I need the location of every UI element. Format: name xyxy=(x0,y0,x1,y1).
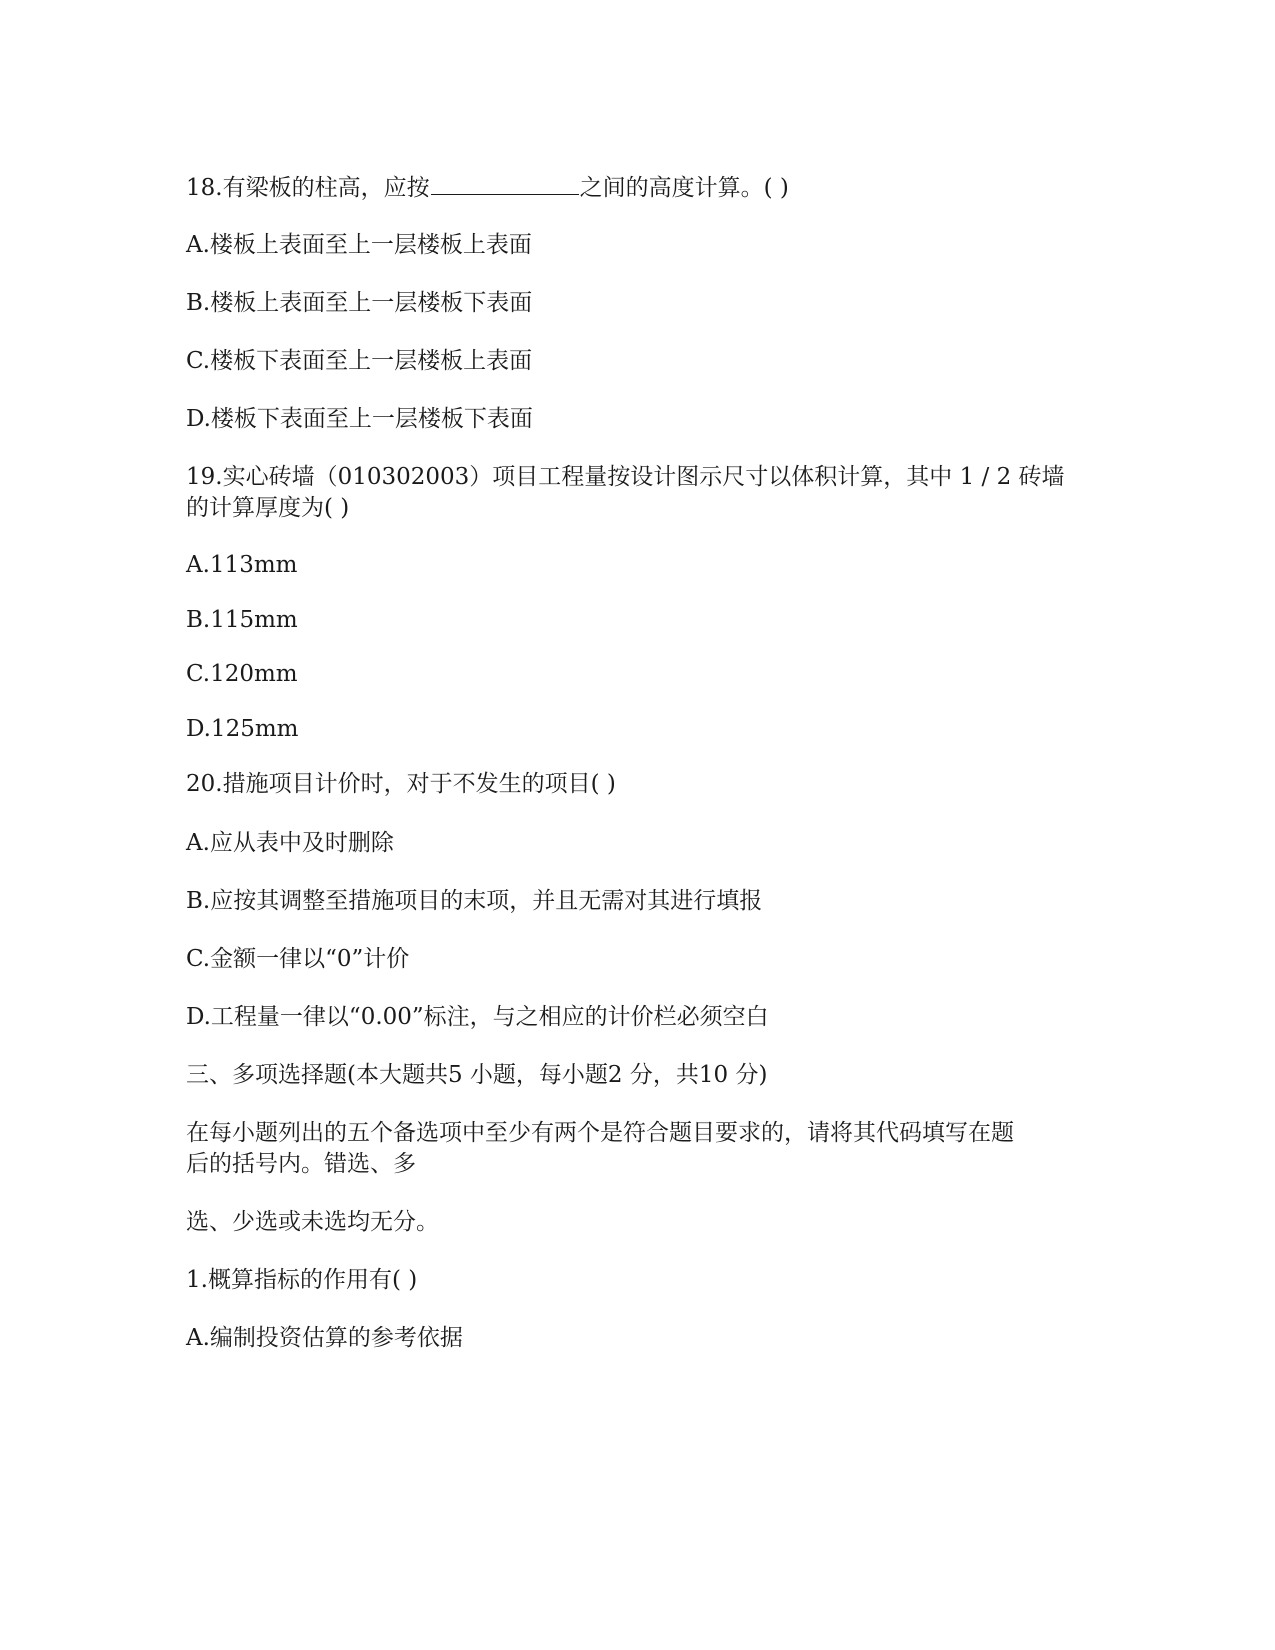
question-20-option-a: A.应从表中及时删除 xyxy=(186,830,394,856)
question-20-stem: 20.措施项目计价时，对于不发生的项目( ) xyxy=(186,771,616,797)
section-3-title: 三、多项选择题(本大题共5 小题，每小题2 分，共10 分) xyxy=(186,1062,768,1088)
question-20-option-d: D.工程量一律以“0.00”标注，与之相应的计价栏必须空白 xyxy=(186,1004,769,1030)
section-3-instruction-line1: 在每小题列出的五个备选项中至少有两个是符合题目要求的，请将其代码填写在题 xyxy=(186,1120,1014,1146)
question-19-stem-line1: 19.实心砖墙（010302003）项目工程量按设计图示尺寸以体积计算，其中 1 / 2 砖墙 xyxy=(186,464,1065,490)
question-19-option-b: B.115mm xyxy=(186,607,298,633)
question-20-option-b: B.应按其调整至措施项目的末项，并且无需对其进行填报 xyxy=(186,888,763,914)
question-18-option-b: B.楼板上表面至上一层楼板下表面 xyxy=(186,290,533,316)
multi-question-1-stem: 1.概算指标的作用有( ) xyxy=(186,1267,418,1293)
question-18-option-d: D.楼板下表面至上一层楼板下表面 xyxy=(186,406,533,432)
question-18-stem-after: 之间的高度计算。( ) xyxy=(579,175,789,201)
question-18-blank xyxy=(431,172,579,195)
question-18-stem-before: 18.有梁板的柱高，应按 xyxy=(186,175,430,201)
question-19-option-a: A.113mm xyxy=(186,552,298,578)
question-19-stem-line2: 的计算厚度为( ) xyxy=(186,495,350,521)
question-20-option-c: C.金额一律以“0”计价 xyxy=(186,946,410,972)
section-3-instruction-line2: 后的括号内。错选、多 xyxy=(186,1151,416,1177)
question-19-option-d: D.125mm xyxy=(186,716,299,742)
question-18-option-c: C.楼板下表面至上一层楼板上表面 xyxy=(186,348,533,374)
question-18-stem xyxy=(186,172,1086,204)
multi-question-1-option-a: A.编制投资估算的参考依据 xyxy=(186,1325,463,1351)
question-19-option-c: C.120mm xyxy=(186,661,298,687)
question-18-option-a: A.楼板上表面至上一层楼板上表面 xyxy=(186,232,532,258)
section-3-instruction-line3: 选、少选或未选均无分。 xyxy=(186,1209,439,1235)
